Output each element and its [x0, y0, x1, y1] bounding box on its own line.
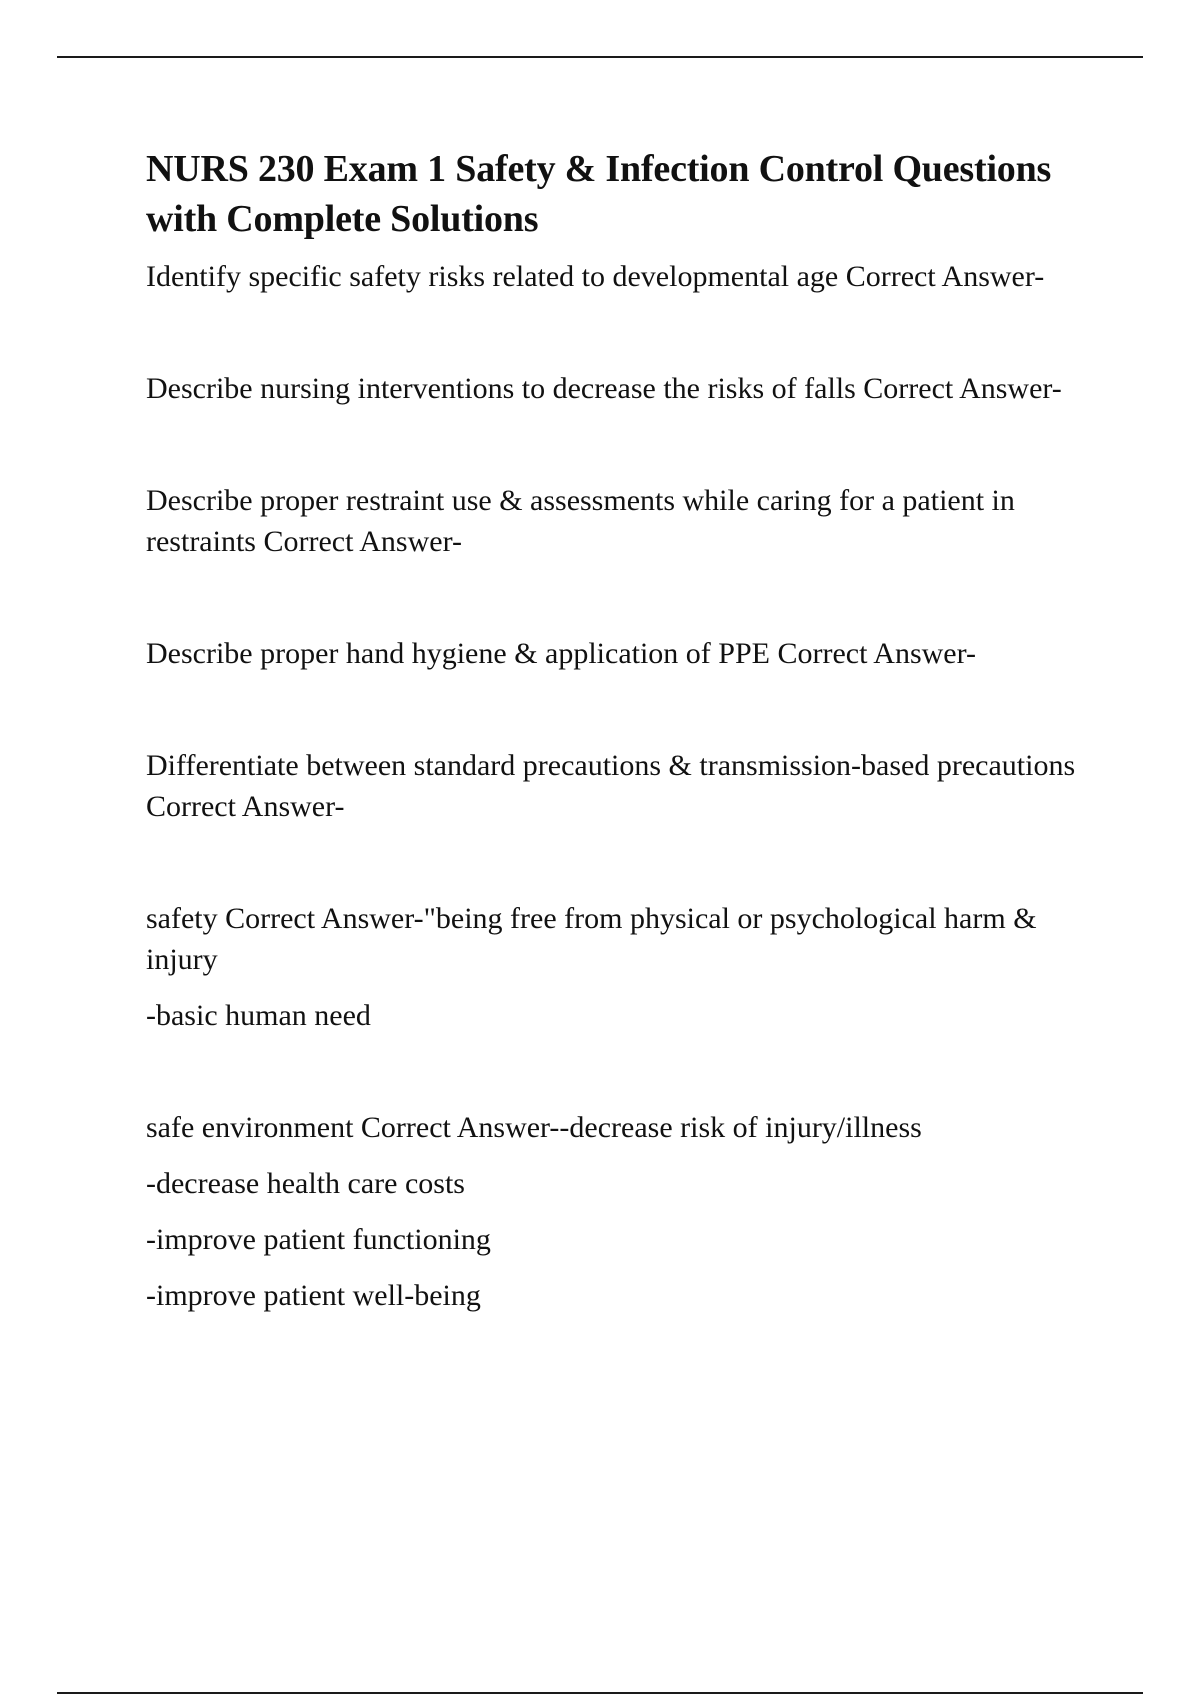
qa-text: Describe nursing interventions to decrease the risks of falls Correct Answer-: [146, 372, 1062, 405]
qa-entry: [146, 256, 1086, 297]
qa-text: Describe proper hand hygiene & application of PPE Correct Answer-: [146, 637, 976, 670]
qa-text: Identify specific safety risks related to developmental age Correct Answer-: [146, 260, 1045, 293]
qa-answer-line: -basic human need: [146, 999, 371, 1032]
footer-rule: [57, 1692, 1143, 1694]
entry-spacer: [146, 297, 1086, 368]
entry-spacer: [146, 1036, 1086, 1107]
qa-text: safe environment Correct Answer--decrease risk of injury/illness: [146, 1111, 922, 1144]
qa-answer-line: -improve patient well-being: [146, 1279, 481, 1312]
entry-spacer: [146, 827, 1086, 898]
qa-text: safety Correct Answer-"being free from physical or psychological harm & injury: [146, 902, 1037, 976]
qa-text: Describe proper restraint use & assessments while caring for a patient in restraints Correct Answer-: [146, 484, 1015, 558]
qa-entry: [146, 480, 1086, 562]
qa-answer-line: -decrease health care costs: [146, 1167, 465, 1200]
entry-spacer: [146, 674, 1086, 745]
header-rule: [57, 56, 1143, 58]
entry-spacer: [146, 562, 1086, 633]
qa-entry: [146, 1107, 1086, 1316]
entry-spacer: [146, 409, 1086, 480]
qa-entry: [146, 745, 1086, 827]
qa-answer-line: -improve patient functioning: [146, 1223, 491, 1256]
qa-entry: [146, 633, 1086, 674]
document-body: [146, 144, 1086, 1316]
qa-entry: [146, 368, 1086, 409]
qa-entry: [146, 898, 1086, 1036]
document-title: NURS 230 Exam 1 Safety & Infection Control Questions with Complete Solutions: [146, 148, 1052, 240]
qa-text: Differentiate between standard precautions & transmission-based precautions Correct Answer-: [146, 749, 1076, 823]
